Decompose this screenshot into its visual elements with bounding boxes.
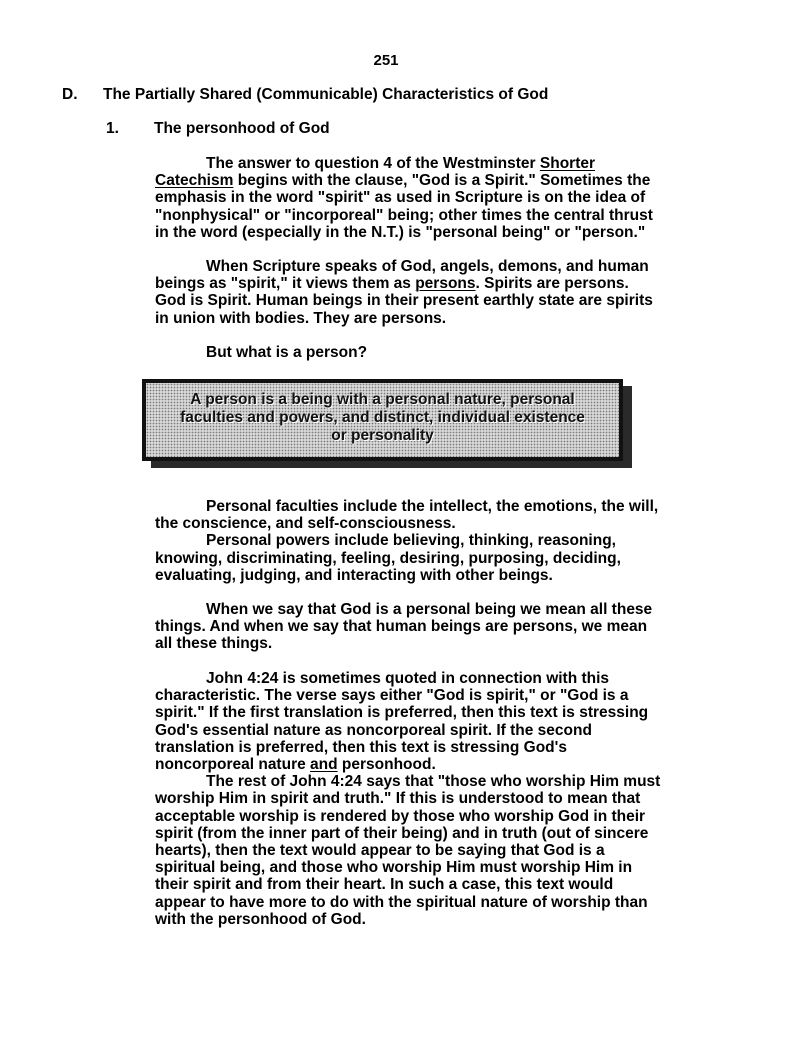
text-line: appear to have more to do with the spiritual nature of worship than	[155, 893, 648, 911]
paragraph-catechism	[155, 155, 715, 241]
text-line: with the personhood of God.	[155, 910, 366, 928]
text-line: spirit." If the first translation is preferred, then this text is stressing	[155, 704, 649, 722]
definition-text: A person is a being with a personal nature, personal faculties and powers, and distinct, individual existence or personality	[180, 391, 585, 444]
text-line: things. And when we say that human beings are persons, we mean	[155, 618, 648, 636]
text-line: John 4:24 is sometimes quoted in connection with this	[206, 670, 610, 687]
underlined-title: Catechism	[155, 172, 234, 190]
text-line: emphasis in the word "spirit" as used in Scripture is on the idea of	[155, 189, 646, 207]
text-line: Personal powers include believing, thinking, reasoning,	[206, 532, 616, 550]
text-line: When Scripture speaks of God, angels, demons, and human	[206, 258, 649, 275]
paragraph-faculties	[155, 498, 715, 584]
text-line: translation is preferred, then this text is stressing God's	[155, 738, 567, 756]
text-line: in union with bodies. They are persons.	[155, 309, 447, 327]
subsection-title: The personhood of God	[154, 120, 330, 137]
text-line: God's essential nature as noncorporeal spirit. If the second	[155, 721, 592, 739]
text: personhood.	[337, 756, 436, 774]
text: beings as "spirit," it views them as	[155, 275, 416, 293]
paragraph-question	[155, 344, 715, 361]
text-line: their spirit and from their heart. In such a case, this text would	[155, 876, 614, 894]
text: . Spirits are persons.	[475, 275, 629, 293]
definition-box	[142, 379, 623, 461]
text-line: spiritual being, and those who worship Him must worship Him in	[155, 859, 633, 877]
text-line: evaluating, judging, and interacting with other beings.	[155, 566, 553, 584]
paragraph-personal-being	[155, 601, 715, 653]
question-text: But what is a person?	[206, 344, 368, 361]
subsection-heading	[106, 120, 330, 138]
underlined-title: Shorter	[539, 155, 596, 172]
section-title: The Partially Shared (Communicable) Characteristics of God	[103, 86, 549, 103]
subsection-label: 1.	[106, 120, 119, 137]
text: noncorporeal nature	[155, 756, 311, 774]
text-line: God is Spirit. Human beings in their present earthly state are spirits	[155, 292, 653, 310]
page-number: 251	[373, 52, 399, 69]
text-line: in the word (especially in the N.T.) is "personal being" or "person."	[155, 223, 646, 241]
text-line: characteristic. The verse says either "God is spirit," or "God is a	[155, 687, 629, 705]
text-line: The rest of John 4:24 says that "those who worship Him must	[206, 773, 661, 791]
text-line: all these things.	[155, 635, 273, 653]
text-line: Personal faculties include the intellect, the emotions, the will,	[206, 498, 659, 515]
text-line: the conscience, and self-consciousness.	[155, 515, 456, 533]
text-line: hearts), then the text would appear to be saying that God is a	[155, 842, 605, 860]
text-line: "nonphysical" or "incorporeal" being; other times the central thrust	[155, 206, 653, 224]
text-line: worship Him in spirit and truth." If this is understood to mean that	[155, 790, 641, 808]
text-line: acceptable worship is rendered by those who worship God in their	[155, 807, 646, 825]
text: begins with the clause, "God is a Spirit." Sometimes the	[233, 172, 651, 190]
text-line: spirit (from the inner part of their being) and in truth (out of sincere	[155, 824, 649, 842]
paragraph-john-4-24	[155, 670, 715, 928]
paragraph-spirits	[155, 258, 715, 327]
underlined-word: persons	[415, 275, 476, 293]
text: The answer to question 4 of the Westminster	[206, 155, 540, 172]
underlined-word: and	[310, 756, 338, 774]
text-line: knowing, discriminating, feeling, desiring, purposing, deciding,	[155, 549, 621, 567]
section-label: D.	[62, 86, 78, 103]
section-heading	[62, 86, 548, 104]
text-line: When we say that God is a personal being we mean all these	[206, 601, 653, 618]
